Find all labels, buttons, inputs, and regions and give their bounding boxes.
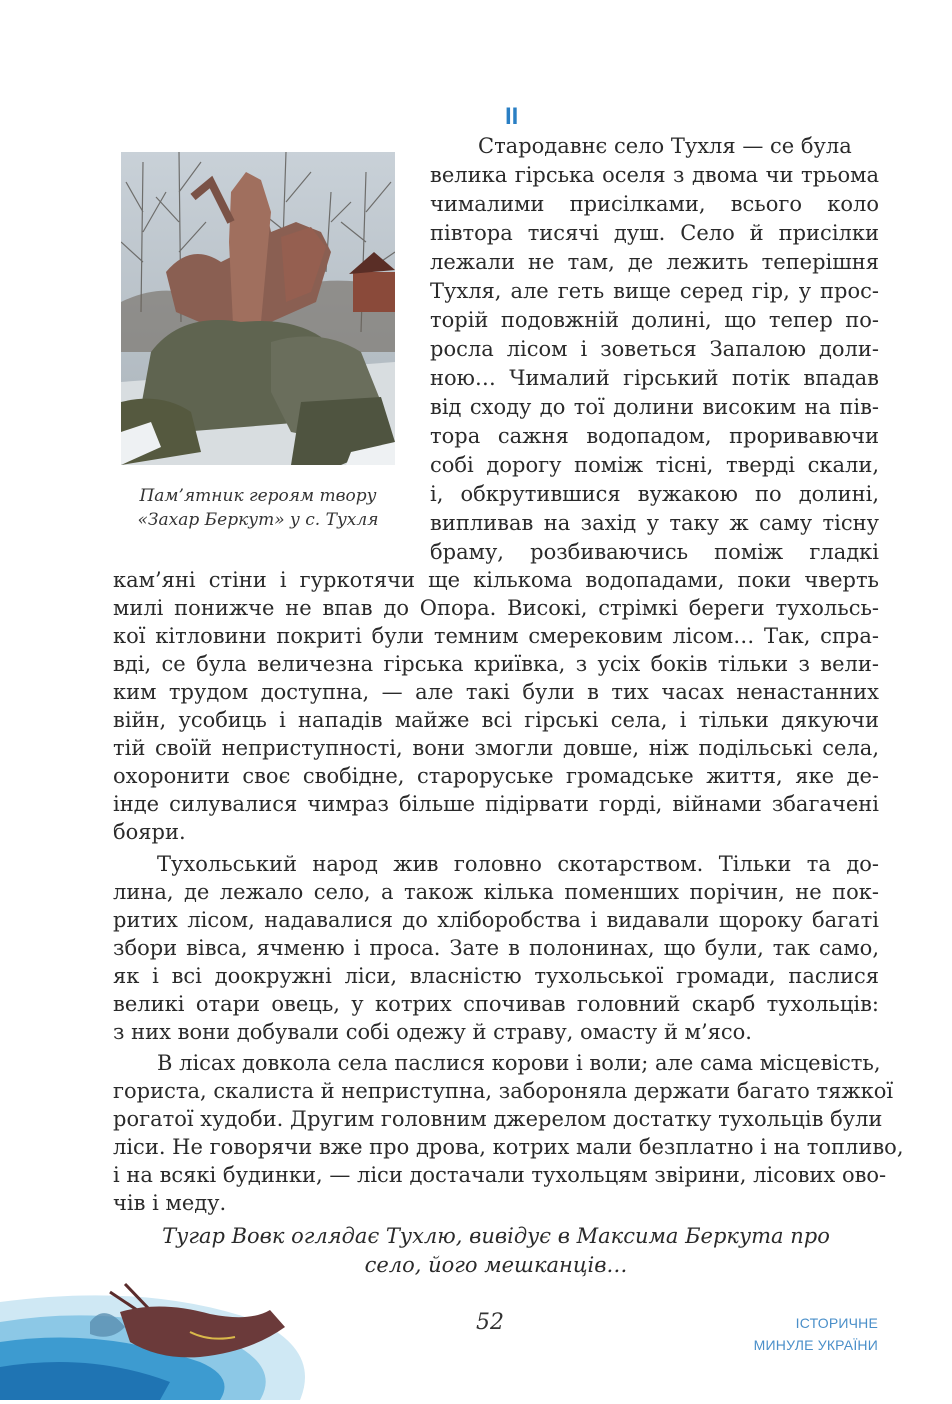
text-line: кам’яні стіни і гуркотячи ще кількома водопадами, поки чверть <box>113 568 879 592</box>
photo-caption <box>110 484 406 532</box>
text-line: тора сажня водопадом, проривавючи <box>430 424 879 448</box>
text-line: великі отари овець, у котрих спочивав головний скарб тухольців: <box>113 992 879 1016</box>
text-line: вді, се була величезна гірська криївка, з усіх боків тільки з вели- <box>113 652 879 676</box>
text-line: чималими присілками, всього коло <box>430 192 879 216</box>
text-line: ною… Чималий гірський потік впадав <box>430 366 879 390</box>
text-line: ритих лісом, надавалися до хліборобства і видавали щороку багаті <box>113 908 879 932</box>
book-series-label <box>700 1312 878 1356</box>
chapter-summary-line: село, його мешканців… <box>364 1253 628 1277</box>
text-line: гориста, скалиста й неприступна, забороняла держати багато тяжкої <box>113 1079 894 1103</box>
caption-line: «Захар Беркут» у с. Тухля <box>137 510 379 530</box>
text-line: лина, де лежало село, а також кілька поменших порічин, не пок- <box>113 880 879 904</box>
text-line: рогатої худоби. Другим головним джерелом достатку тухольців були <box>113 1107 883 1131</box>
text-line: ліси. Не говорячи вже про дрова, котрих мали безплатно і на топливо, <box>113 1135 904 1159</box>
text-line: і, обкрутившися вужакою по долині, <box>430 482 879 506</box>
chapter-summary-line: Тугар Вовк оглядає Тухлю, вивідує в Максима Беркута про <box>162 1224 830 1248</box>
text-line: росла лісом і зоветься Запалою доли- <box>430 337 879 361</box>
text-line: лежали не там, де лежить теперішня <box>430 250 879 274</box>
page-number: 52 <box>476 1310 504 1335</box>
text-line: від сходу до тої долини високим на пів- <box>430 395 879 419</box>
text-line: Тухля, але геть вище серед гір, у прос- <box>430 279 879 303</box>
text-line: війн, усобиць і нападів майже всі гірські села, і тільки дякуючи <box>113 708 879 732</box>
text-line: браму, розбиваючись поміж гладкі <box>430 540 879 564</box>
monument-photo <box>121 152 395 465</box>
text-line: велика гірська оселя з двома чи трьома <box>430 163 879 187</box>
text-line: з них вони добували собі одежу й страву, омасту й м’ясо. <box>113 1020 752 1044</box>
text-line: збори вівса, ячменю і проса. Зате в полонинах, що були, так само, <box>113 936 879 960</box>
text-line: чів і меду. <box>113 1191 227 1215</box>
text-line: Стародавнє село Тухля — се була <box>478 134 852 158</box>
text-line: кої кітловини покриті були темним смерековим лісом… Так, спра- <box>113 624 879 648</box>
text-line: тій своїй неприступності, вони змогли довше, ніж подільські села, <box>113 736 879 760</box>
text-line: і на всякі будинки, — ліси достачали тухольцям звірини, лісових ово- <box>113 1163 887 1187</box>
text-line: ким трудом доступна, — але такі були в тих часах ненастанних <box>113 680 879 704</box>
text-line: півтора тисячі душ. Село й присілки <box>430 221 879 245</box>
text-line: Тухольський народ жив головно скотарством. Тільки та до- <box>157 852 879 876</box>
series-line: ІСТОРИЧНЕ <box>795 1315 878 1331</box>
text-line: як і всі доокружні ліси, власністю тухольської громади, паслися <box>113 964 879 988</box>
text-line: бояри. <box>113 820 186 844</box>
text-line: інде силувалися чимраз більше підірвати горді, війнами збагачені <box>113 792 879 816</box>
series-line: МИНУЛЕ УКРАЇНИ <box>753 1337 878 1353</box>
caption-line: Пам’ятник героям твору <box>139 486 377 506</box>
section-number: II <box>505 103 519 130</box>
text-line: торій подовжній долині, що тепер по- <box>430 308 879 332</box>
text-line: випливав на захід у таку ж саму тісну <box>430 511 879 535</box>
text-line: охоронити своє свобідне, староруське громадське життя, яке де- <box>113 764 879 788</box>
text-line: собі дорогу поміж тісні, тверді скали, <box>430 453 879 477</box>
text-line: В лісах довкола села паслися корови і воли; але сама місцевість, <box>157 1051 881 1075</box>
text-line: милі понижче не впав до Опора. Високі, стрімкі береги тухольсь- <box>113 596 879 620</box>
